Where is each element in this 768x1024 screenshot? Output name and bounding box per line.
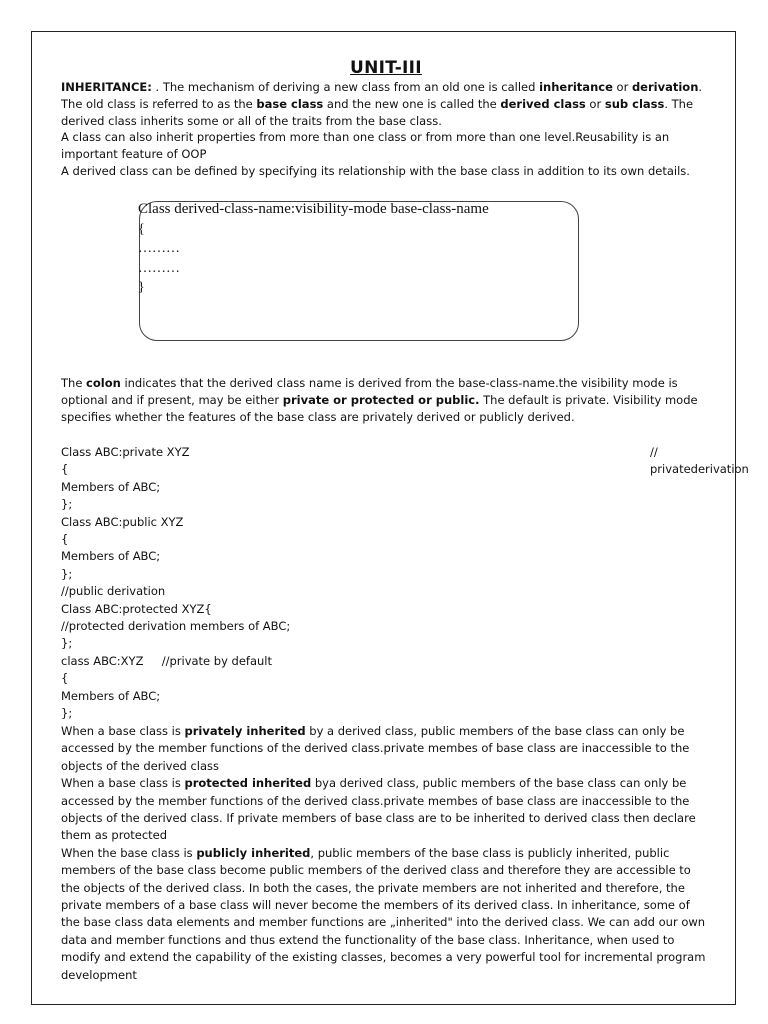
code-line: Class ABC:protected XYZ{ [61,601,212,616]
syntax-code [138,200,489,298]
syntax-line: { [138,221,145,237]
code-line: Class ABC:private XYZ [61,445,190,459]
inheritance-definition: INHERITANCE: . The mechanism of deriving a new class from an old one is called inheritance or derivation. The old class is referred to as the base class and the new one is called the derived class or sub class. The derived class inherits some or all of the traits from the base class. [61,80,703,128]
code-line: }; [61,497,73,512]
private-inheritance-paragraph: When a base class is privately inherited by a derived class, public members of the base class can only be accessed by the member functions of the derived class.private membes of base class are inaccessible to the objects of the derived class [61,724,690,773]
code-line: //protected derivation members of ABC; [61,619,291,634]
code-line: { [61,532,69,547]
public-inheritance-paragraph: When the base class is publicly inherited, public members of the base class is publicly inherited, public members of the base class become public members of the derived class and therefore they are accessible to the objects of the derived class. In both the cases, the private members are not inherited and therefore, the private members of a base class will never become the members of its derived class. In inheritance, some of the base class data elements and member functions are „inherited" into the derived class. We can add our own data and member functions and thus extend the functionality of the base class. Inheritance, when used to modify and extend the capability of the existing classes, becomes a very powerful tool for incremental program development [61,845,706,982]
multiple-inheritance-text: A class can also inherit properties from more than one class or from more than one level.Reusability is an important feature of OOP [61,130,670,162]
code-line: }; [61,566,73,581]
code-line: { [61,462,69,477]
syntax-line: ……… [138,260,180,276]
inheritance-modes-section [61,723,711,984]
syntax-line: } [138,280,145,295]
syntax-line: ……… [138,241,180,256]
protected-inheritance-paragraph: When a base class is protected inherited bya derived class, public members of the base class can only be accessed by the member functions of the derived class.private membes of base class are inaccessible to the objects of the derived class. If private members of base class are to be inherited to derived class then declare them as protected [61,776,696,843]
inheritance-label: INHERITANCE: [61,80,152,94]
code-line: Class ABC:public XYZ [61,514,184,529]
code-line: { [61,671,69,686]
side-comment: // privatederivation [650,445,749,476]
code-line: Members of ABC; [61,479,161,494]
code-line: Members of ABC; [61,688,161,703]
code-line: }; [61,636,73,651]
code-line: class ABC:XYZ //private by default [61,653,273,668]
derived-class-definition-text: A derived class can be defined by specifying its relationship with the base class in addition to its own details. [61,163,690,178]
intro-section [61,58,711,180]
code-line: //public derivation [61,584,166,599]
code-example [61,444,661,723]
code-line: Members of ABC; [61,549,161,564]
syntax-line: Class derived-class-name:visibility-mode base-class-name [138,201,489,217]
colon-paragraph: The colon indicates that the derived class name is derived from the base-class-name.the visibility mode is optional and if present, may be either private or protected or public. The default is private. Visibility mode specifies whether the features of the base class are privately derived or publicly derived. [61,376,698,424]
code-line: }; [61,706,73,721]
page-title: UNIT-III [350,58,422,78]
